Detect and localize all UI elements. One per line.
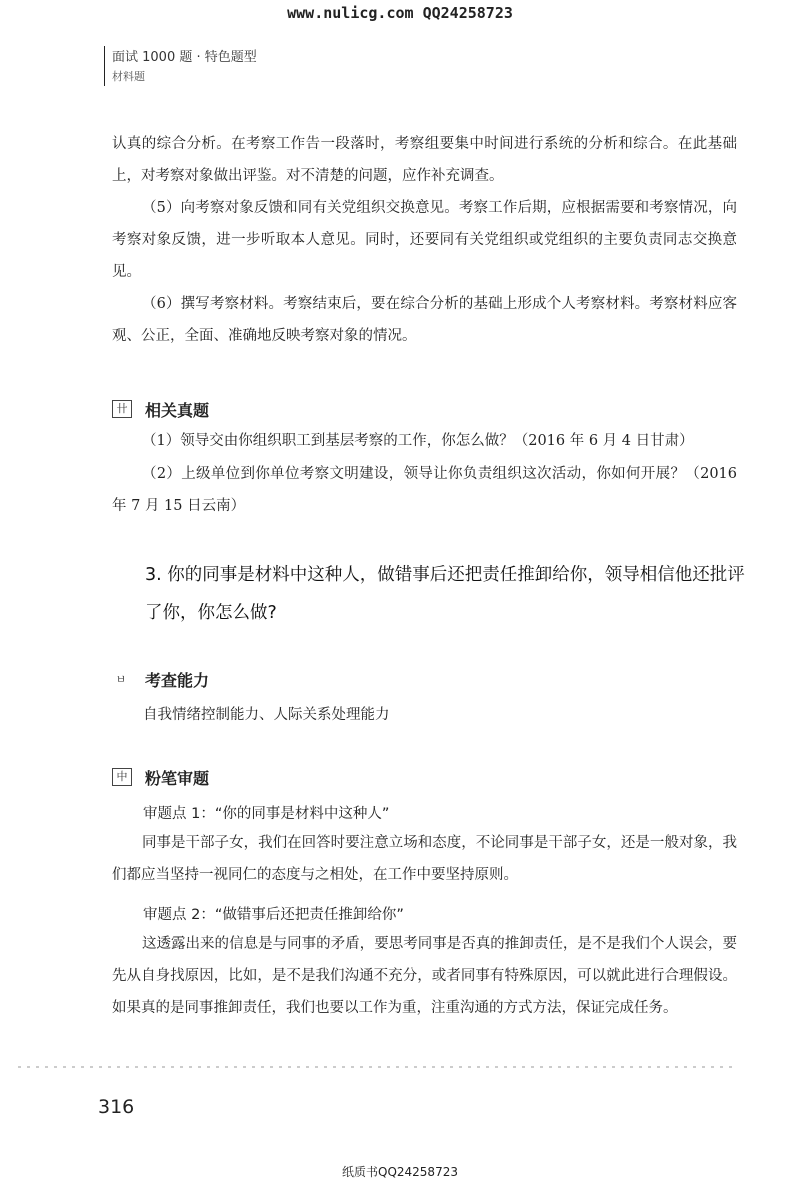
watermark-bottom: 纸质书QQ24258723 xyxy=(342,1165,458,1179)
paragraph: 认真的综合分析。在考察工作告一段落时，考察组要集中时间进行系统的分析和综合。在此基础上，对考察对象做出评鉴。对不清楚的问题，应作补充调查。 xyxy=(112,136,737,184)
header-subtitle: 材料题 xyxy=(112,70,145,83)
ability-text: 自我情绪控制能力、人际关系处理能力 xyxy=(143,707,390,723)
paragraph: （6）撰写考察材料。考察结束后，要在综合分析的基础上形成个人考察材料。考察材料应客观、公正，全面、准确地反映考察对象的情况。 xyxy=(112,296,737,344)
page-number: 316 xyxy=(98,1096,135,1118)
analysis-point-label: 审题点 1：“你的同事是材料中这种人” xyxy=(143,806,390,822)
header-divider xyxy=(104,46,105,86)
section-title-related: 相关真题 xyxy=(145,401,210,420)
analysis-point-text: 这透露出来的信息是与同事的矛盾，要思考同事是否真的推卸责任，是不是我们个人误会，要先从自身找原因，比如，是不是我们沟通不充分，或者同事有特殊原因，可以就此进行合理假设。如果真的是同事推卸责任，我们也要以工作为重，注重沟通的方式方法，保证完成任务。 xyxy=(112,936,737,1016)
section-title-ability: 考查能力 xyxy=(145,671,210,690)
watermark-top: www.nulicg.com QQ24258723 xyxy=(287,4,513,22)
question-heading: 3. 你的同事是材料中这种人，做错事后还把责任推卸给你，领导相信他还批评了你，你怎么做? xyxy=(145,565,745,623)
analysis-point-label: 审题点 2：“做错事后还把责任推卸给你” xyxy=(143,907,404,923)
related-question-item: （2）上级单位到你单位考察文明建设，领导让你负责组织这次活动，你如何开展？（2016 年 7 月 15 日云南） xyxy=(112,466,737,514)
header-title: 面试 1000 题 · 特色题型 xyxy=(112,50,257,65)
scan-noise-line xyxy=(18,1066,738,1068)
analysis-point-text: 同事是干部子女，我们在回答时要注意立场和态度，不论同事是干部子女，还是一般对象，我们都应当坚持一视同仁的态度与之相处，在工作中要坚持原则。 xyxy=(112,835,737,883)
related-questions-icon: 卄 xyxy=(112,400,132,418)
related-question-item: （1）领导交由你组织职工到基层考察的工作，你怎么做？（2016 年 6 月 4 日甘肃） xyxy=(142,433,694,449)
paragraph: （5）向考察对象反馈和同有关党组织交换意见。考察工作后期，应根据需要和考察情况，向考察对象反馈，进一步听取本人意见。同时，还要同有关党组织或党组织的主要负责同志交换意见。 xyxy=(112,200,737,280)
ability-icon: ㅂ xyxy=(115,673,127,686)
section-title-analysis: 粉笔审题 xyxy=(145,769,210,788)
analysis-icon: 中 xyxy=(112,768,132,786)
